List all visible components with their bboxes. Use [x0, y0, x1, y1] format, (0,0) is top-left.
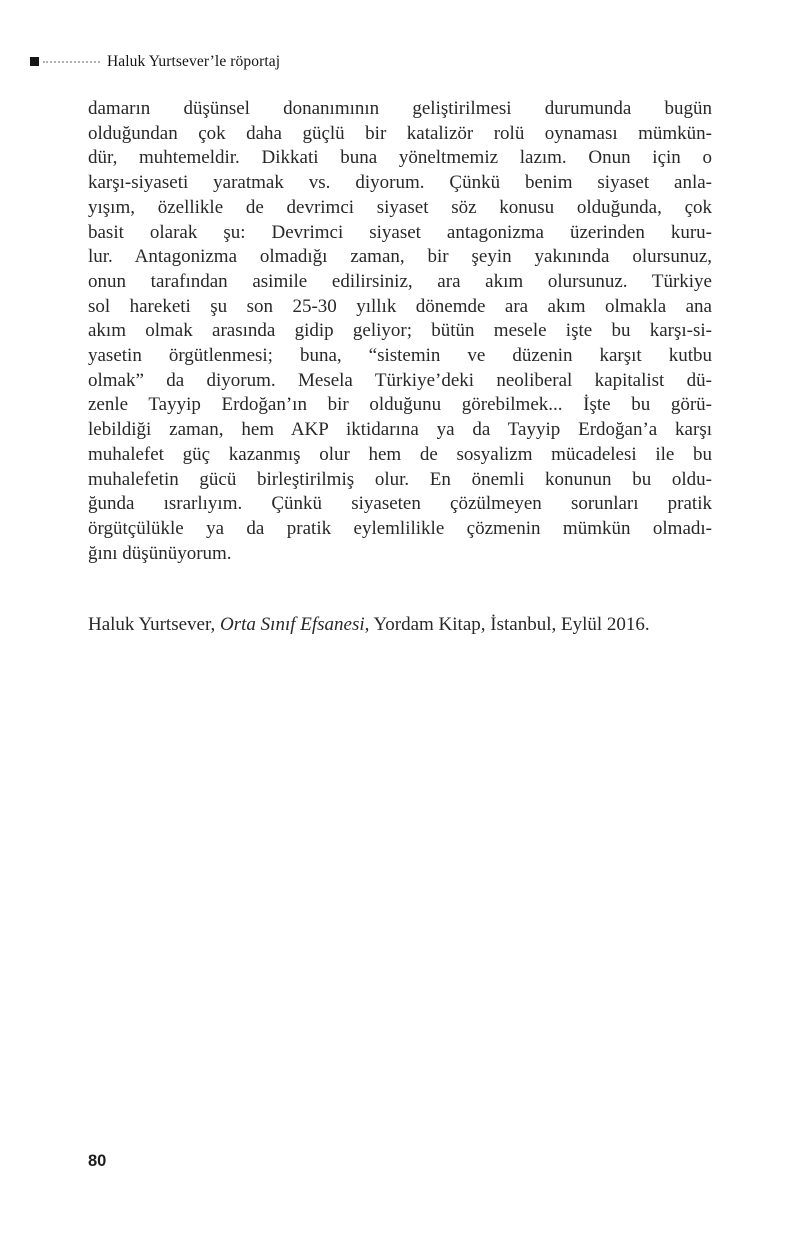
body-line: yasetin örgütlenmesi; buna, “sistemin ve düzenin karşıt kutbu	[88, 345, 712, 367]
header-dotted-leader	[43, 61, 100, 63]
body-line: akım olmak arasında gidip geliyor; bütün mesele işte bu karşı-si-	[88, 320, 712, 342]
citation	[88, 612, 712, 638]
body-line: muhalefet güç kazanmış olur hem de sosyalizm mücadelesi ile bu	[88, 443, 712, 465]
body-line: onun tarafından asimile edilirsiniz, ara akım olursunuz. Türkiye	[88, 270, 712, 292]
body-line: lebildiği zaman, hem AKP iktidarına ya da Tayyip Erdoğan’a karşı	[88, 419, 712, 441]
body-line: sol hareketi şu son 25-30 yıllık dönemde ara akım olmakla ana	[88, 295, 712, 317]
body-line: dür, muhtemeldir. Dikkati buna yöneltmemiz lazım. Onun için o	[88, 147, 712, 169]
body-line: olduğundan çok daha güçlü bir katalizör rolü oynaması mümkün-	[88, 122, 712, 144]
body-paragraph	[88, 97, 712, 566]
citation-publisher: , Yordam Kitap, İstanbul, Eylül 2016.	[364, 614, 650, 636]
header-square-marker	[30, 57, 39, 66]
body-line: basit olarak şu: Devrimci siyaset antagonizma üzerinden kuru-	[88, 221, 712, 243]
body-line: lur. Antagonizma olmadığı zaman, bir şeyin yakınında olursunuz,	[88, 246, 712, 268]
body-line: muhalefetin gücü birleştirilmiş olur. En önemli konunun bu oldu-	[88, 468, 712, 490]
text-column	[88, 97, 712, 638]
body-line: ğunda ısrarlıyım. Çünkü siyaseten çözülmeyen sorunları pratik	[88, 493, 712, 515]
body-line: karşı-siyaseti yaratmak vs. diyorum. Çünkü benim siyaset anla-	[88, 172, 712, 194]
citation-book-title: Orta Sınıf Efsanesi	[220, 614, 365, 636]
body-line: yışım, özellikle de devrimci siyaset söz konusu olduğunda, çok	[88, 196, 712, 218]
running-header-text: Haluk Yurtsever’le röportaj	[107, 52, 281, 70]
body-line: zenle Tayyip Erdoğan’ın bir olduğunu görebilmek... İşte bu görü-	[88, 394, 712, 416]
body-line: örgütçülükle ya da pratik eylemlilikle çözmenin mümkün olmadı-	[88, 517, 712, 539]
body-line: damarın düşünsel donanımının geliştirilmesi durumunda bugün	[88, 98, 712, 119]
body-line: ğını düşünüyorum.	[88, 542, 232, 564]
page-number: 80	[88, 1152, 107, 1170]
running-header	[30, 54, 280, 69]
citation-author: Haluk Yurtsever,	[88, 614, 221, 636]
body-line: olmak” da diyorum. Mesela Türkiye’deki neoliberal kapitalist dü-	[88, 369, 712, 391]
